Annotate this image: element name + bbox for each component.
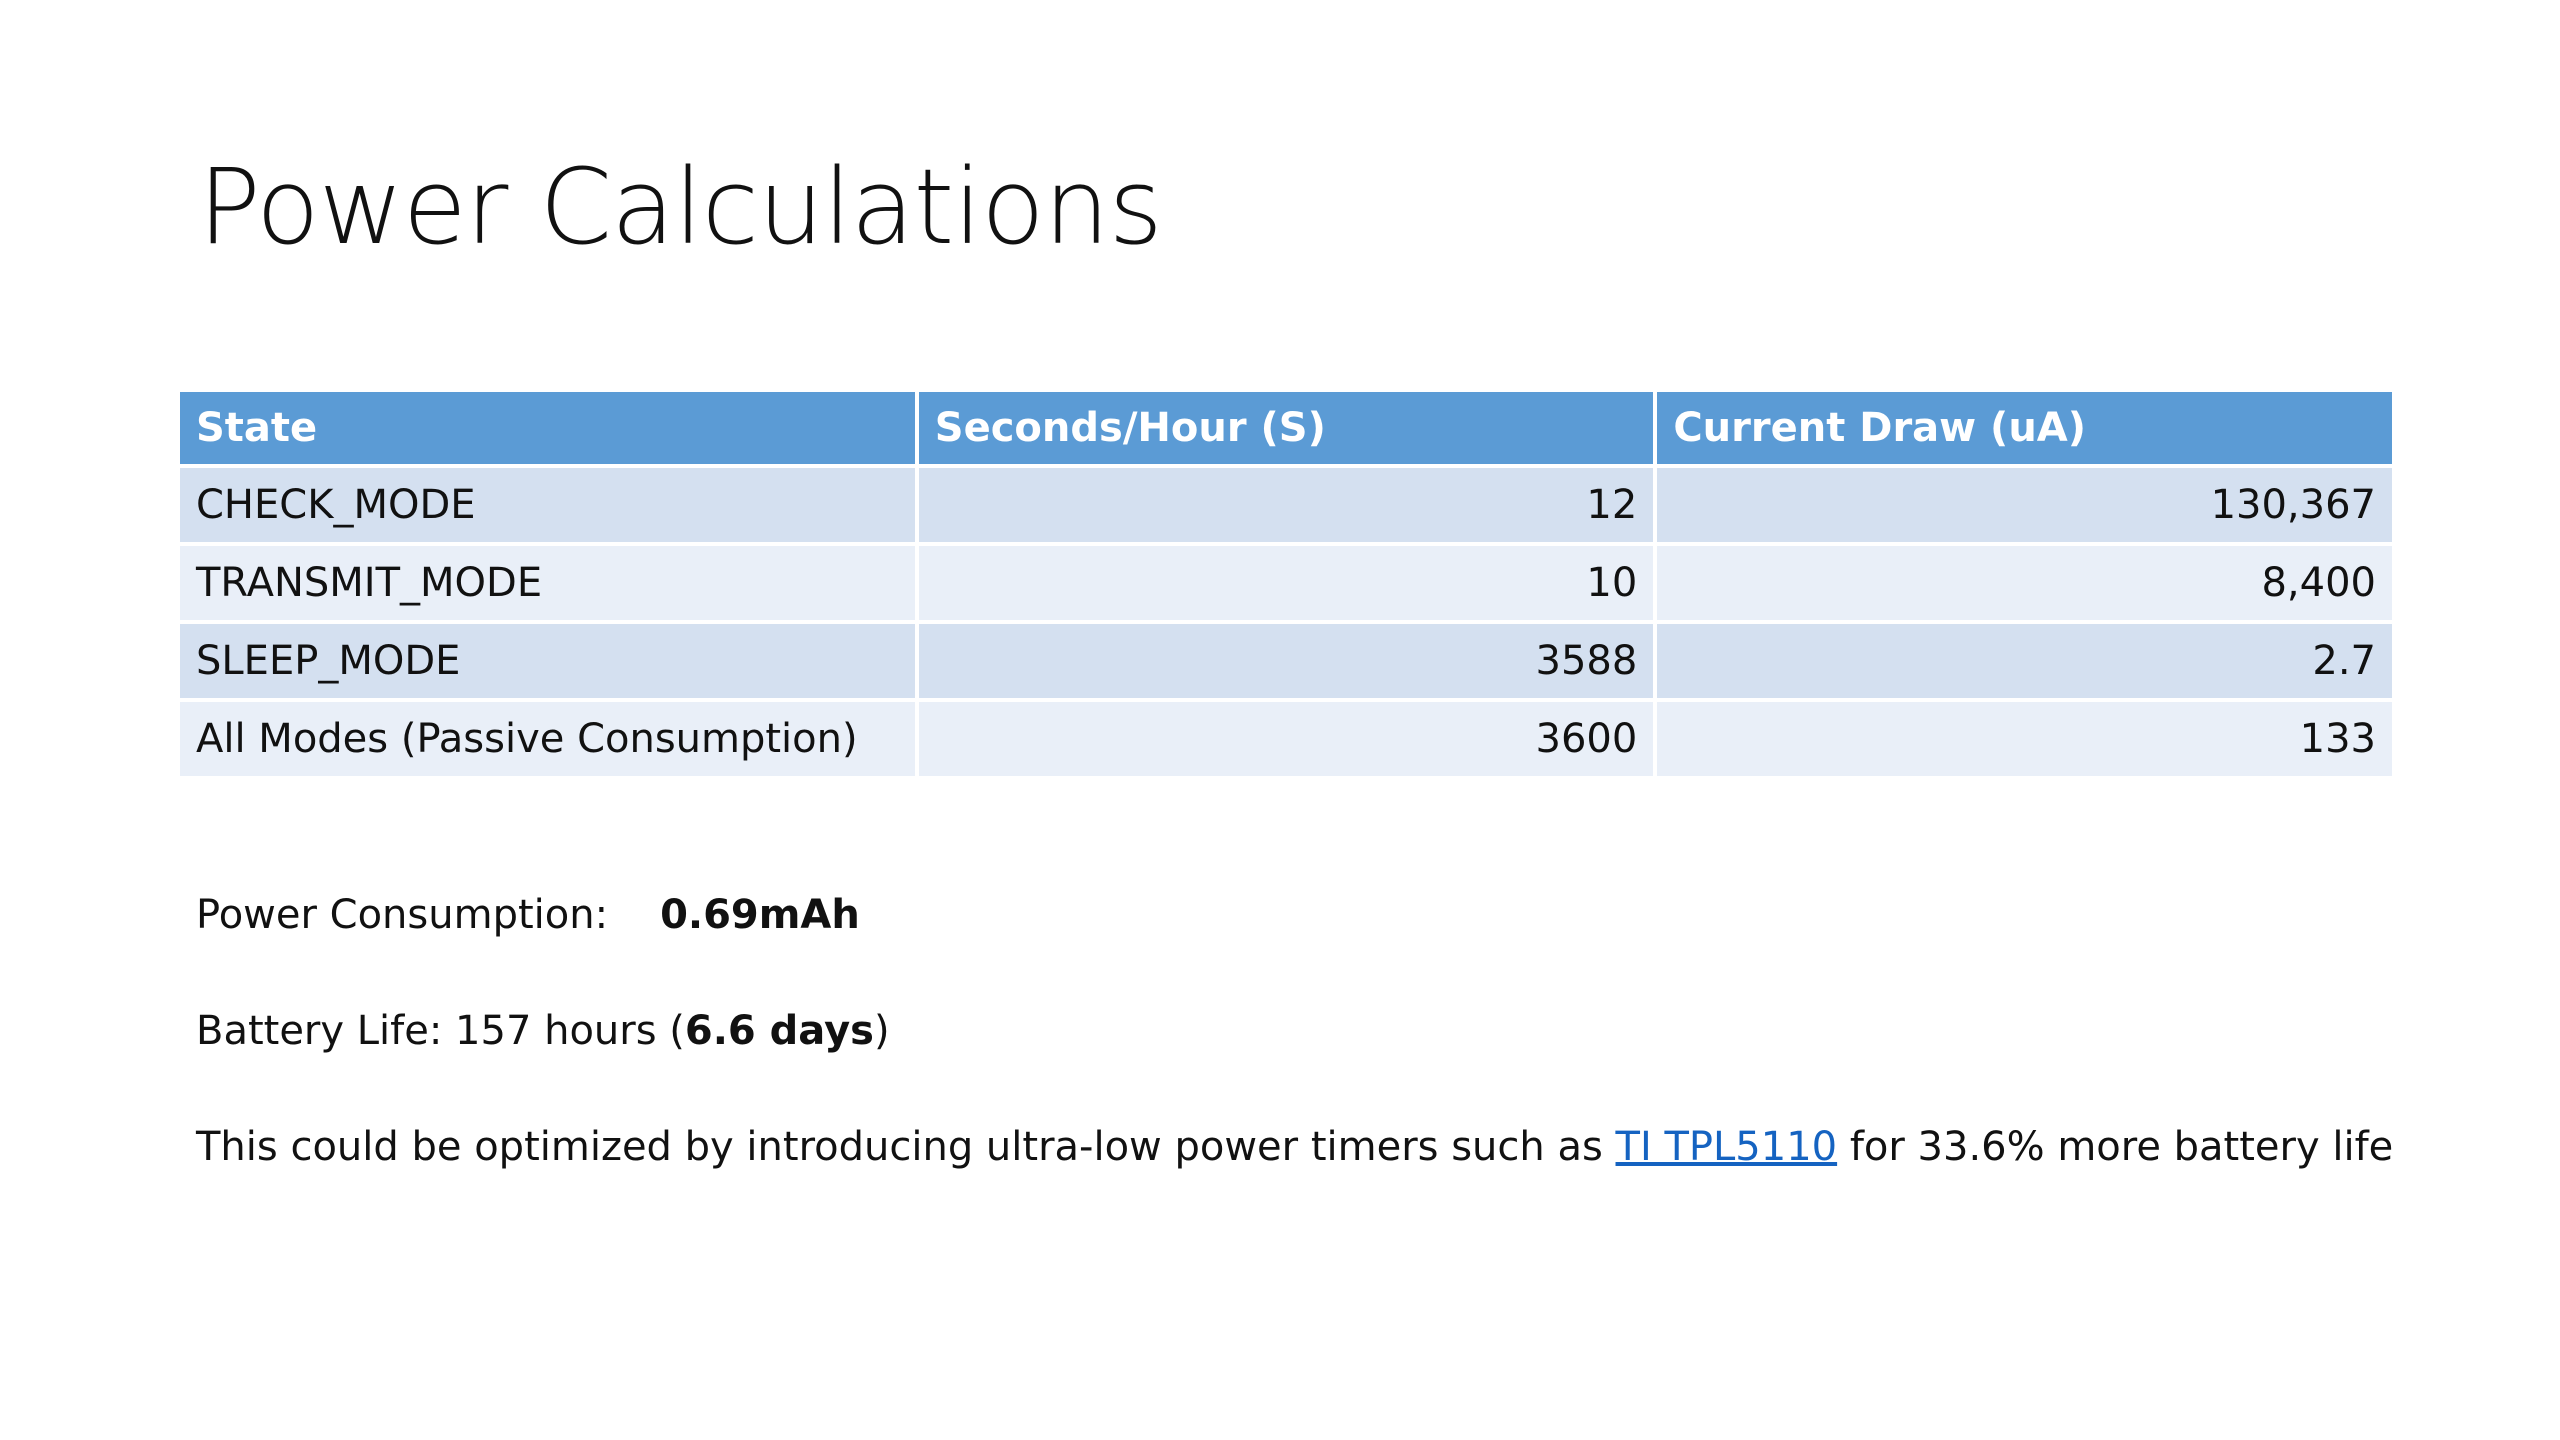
- power-consumption-label: Power Consumption:: [196, 892, 609, 938]
- cell-state: TRANSMIT_MODE: [180, 546, 915, 620]
- battery-life-prefix: Battery Life: 157 hours (: [196, 1008, 685, 1054]
- cell-seconds: 10: [919, 546, 1654, 620]
- cell-current: 8,400: [1657, 546, 2392, 620]
- optimization-line: [196, 1124, 2393, 1170]
- cell-seconds: 3588: [919, 624, 1654, 698]
- battery-life-days: 6.6 days: [684, 1008, 874, 1054]
- cell-current: 130,367: [1657, 468, 2392, 542]
- battery-life-line: [196, 1008, 890, 1054]
- column-header-current: Current Draw (uA): [1657, 392, 2392, 464]
- optimization-suffix: for 33.6% more battery life: [1837, 1124, 2394, 1170]
- table-row: [180, 468, 2392, 542]
- tpl5110-link[interactable]: TI TPL5110: [1615, 1124, 1838, 1170]
- slide-title: Power Calculations: [198, 146, 1162, 268]
- column-header-state: State: [180, 392, 915, 464]
- battery-life-suffix: ): [873, 1008, 890, 1054]
- cell-seconds: 3600: [919, 702, 1654, 776]
- cell-state: SLEEP_MODE: [180, 624, 915, 698]
- table-header-row: [180, 392, 2392, 464]
- cell-current: 133: [1657, 702, 2392, 776]
- table-row: [180, 546, 2392, 620]
- optimization-prefix: This could be optimized by introducing ultra-low power timers such as: [196, 1124, 1616, 1170]
- power-consumption-value: 0.69mAh: [660, 892, 860, 938]
- power-table: [176, 388, 2396, 780]
- cell-state: CHECK_MODE: [180, 468, 915, 542]
- cell-current: 2.7: [1657, 624, 2392, 698]
- cell-seconds: 12: [919, 468, 1654, 542]
- table-row: [180, 624, 2392, 698]
- table-row: [180, 702, 2392, 776]
- cell-state: All Modes (Passive Consumption): [180, 702, 915, 776]
- column-header-seconds: Seconds/Hour (S): [919, 392, 1654, 464]
- power-consumption-line: [196, 892, 860, 938]
